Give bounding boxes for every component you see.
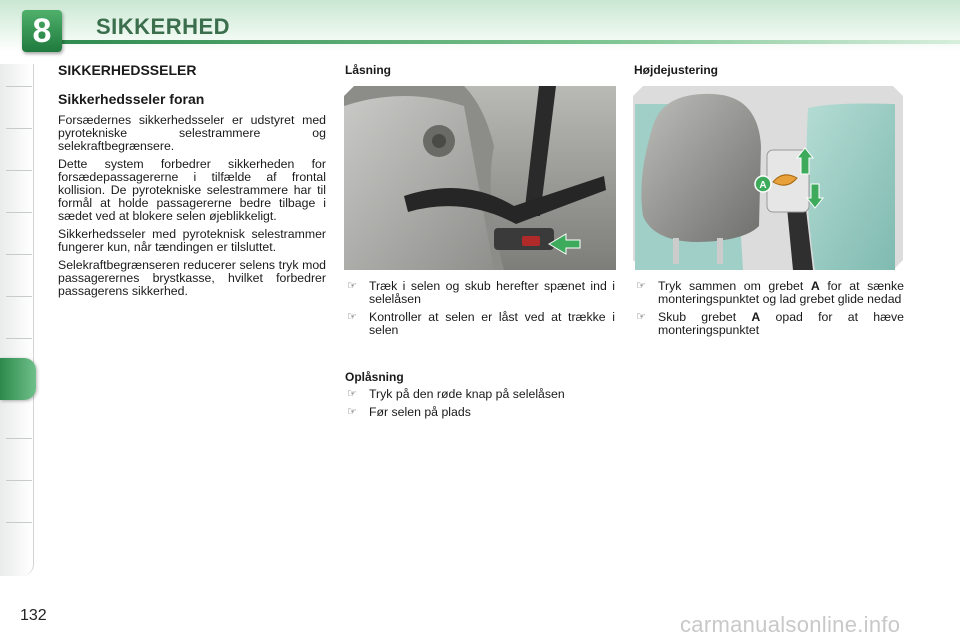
intro-text (58, 114, 326, 303)
chapter-number-badge: 8 (22, 10, 62, 52)
paragraph: Dette system forbedrer sikkerheden for forsædepassagererne i tilfælde af frontal kollision. De pyrotekniske selestrammere har til formål at holde passagererne bedre tilbage i sædet ved at blokere selen øjeblikkeligt. (58, 157, 326, 223)
subsection-title: Sikkerhedsseler foran (58, 91, 205, 107)
page-number: 132 (20, 607, 47, 624)
side-tab-9[interactable] (6, 438, 32, 439)
header-rule (60, 40, 960, 44)
side-tab-2[interactable] (6, 128, 32, 129)
side-tab-4[interactable] (6, 212, 32, 213)
side-tab-3[interactable] (6, 170, 32, 171)
list-item: ☞ Skub grebet A opad for at hæve monteringspunktet (636, 310, 904, 337)
side-tab-active-chapter-8[interactable] (0, 358, 36, 400)
side-tab-1[interactable] (6, 86, 32, 87)
key-label: A (810, 279, 820, 293)
list-item: ☞ Træk i selen og skub herefter spænet ind i selelåsen (347, 279, 615, 306)
pointing-hand-icon: ☞ (347, 406, 357, 418)
side-tab-6[interactable] (6, 296, 32, 297)
key-label: A (751, 310, 761, 324)
locking-steps (345, 280, 615, 342)
list-item: ☞ Kontroller at selen er låst ved at trække i selen (347, 310, 615, 337)
pointing-hand-icon: ☞ (347, 388, 357, 400)
pointing-hand-icon: ☞ (347, 311, 357, 323)
side-tab-5[interactable] (6, 254, 32, 255)
paragraph: Sikkerhedsseler med pyroteknisk selestrammer fungerer kun, når tændingen er tilsluttet. (58, 227, 326, 254)
paragraph: Forsædernes sikkerhedsseler er udstyret med pyrotekniske selestrammere og selekraftbegrænsere. (58, 113, 326, 153)
section-title: SIKKERHEDSSELER (58, 62, 197, 78)
list-item: ☞ Tryk sammen om grebet A for at sænke monteringspunktet og lad grebet glide nedad (636, 279, 904, 306)
unlock-heading: Oplåsning (345, 370, 404, 384)
side-tab-7[interactable] (6, 338, 32, 339)
locking-heading: Låsning (345, 63, 392, 77)
chapter-side-tabs (0, 64, 34, 576)
height-adjustment-heading: Højdejustering (634, 63, 719, 77)
pointing-hand-icon: ☞ (636, 280, 646, 292)
side-tab-11[interactable] (6, 522, 32, 523)
height-adjustment-steps (634, 280, 904, 342)
watermark: carmanualsonline.info (680, 612, 901, 637)
list-item: ☞ Før selen på plads (347, 405, 471, 419)
pointing-hand-icon: ☞ (636, 311, 646, 323)
seatbelt-height-illustration (633, 86, 903, 270)
pointing-hand-icon: ☞ (347, 280, 357, 292)
list-item: ☞ Tryk på den røde knap på selelåsen (347, 387, 565, 401)
chapter-title: SIKKERHED (96, 14, 231, 39)
paragraph: Selekraftbegrænseren reducerer selens tryk mod passagerernes brystkasse, hvilket forbedrer passagerens sikkerhed. (58, 258, 326, 298)
callout-letter-a: A (759, 180, 767, 191)
side-tab-10[interactable] (6, 480, 32, 481)
seatbelt-locking-illustration (344, 86, 616, 270)
unlock-steps (345, 388, 615, 424)
